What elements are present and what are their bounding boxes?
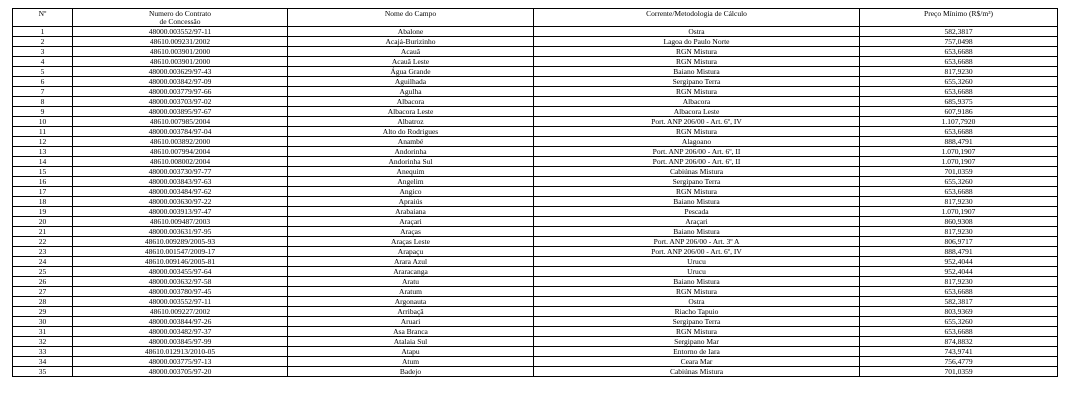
cell-field-name: Arabaiana [288, 207, 534, 217]
table-row [13, 117, 1058, 127]
cell-min-price: 655,3260 [860, 317, 1058, 327]
cell-methodology: Sergipano Terra [534, 177, 860, 187]
cell-contract: 48000.003845/97-99 [73, 337, 288, 347]
cell-methodology: Ceara Mar [534, 357, 860, 367]
cell-field-name: Aratu [288, 277, 534, 287]
cell-methodology: RGN Mistura [534, 57, 860, 67]
table-row [13, 347, 1058, 357]
cell-contract: 48000.003629/97-43 [73, 67, 288, 77]
cell-number: 16 [13, 177, 73, 187]
cell-contract: 48000.003631/97-95 [73, 227, 288, 237]
cell-methodology: RGN Mistura [534, 327, 860, 337]
table-row [13, 297, 1058, 307]
cell-field-name: Acauã Leste [288, 57, 534, 67]
cell-contract: 48610.009231/2002 [73, 37, 288, 47]
cell-methodology: Ostra [534, 297, 860, 307]
cell-number: 4 [13, 57, 73, 67]
cell-contract: 48610.009289/2005-93 [73, 237, 288, 247]
cell-number: 22 [13, 237, 73, 247]
table-row [13, 217, 1058, 227]
cell-number: 17 [13, 187, 73, 197]
cell-field-name: Albacora Leste [288, 107, 534, 117]
cell-number: 11 [13, 127, 73, 137]
cell-min-price: 653,6688 [860, 57, 1058, 67]
cell-min-price: 701,0359 [860, 367, 1058, 377]
table-row [13, 187, 1058, 197]
table-row [13, 247, 1058, 257]
cell-methodology: Cabiúnas Mistura [534, 167, 860, 177]
cell-min-price: 655,3260 [860, 177, 1058, 187]
cell-methodology: Riacho Tapuio [534, 307, 860, 317]
cell-min-price: 1.070,1907 [860, 147, 1058, 157]
cell-methodology: Urucu [534, 257, 860, 267]
cell-field-name: Argonauta [288, 297, 534, 307]
cell-number: 7 [13, 87, 73, 97]
cell-number: 10 [13, 117, 73, 127]
cell-contract: 48000.003552/97-11 [73, 27, 288, 37]
header-contract-text [149, 10, 211, 25]
header-contract-line1: Numero do Contrato [148, 9, 212, 18]
cell-min-price: 952,4044 [860, 267, 1058, 277]
cell-methodology: Lagoa do Paulo Norte [534, 37, 860, 47]
cell-contract: 48000.003730/97-77 [73, 167, 288, 177]
table-row [13, 77, 1058, 87]
cell-number: 26 [13, 277, 73, 287]
cell-field-name: Aguilhada [288, 77, 534, 87]
cell-field-name: Aratum [288, 287, 534, 297]
cell-methodology: Cabiúnas Mistura [534, 367, 860, 377]
cell-contract: 48000.003784/97-04 [73, 127, 288, 137]
cell-contract: 48610.008002/2004 [73, 157, 288, 167]
cell-methodology: RGN Mistura [534, 287, 860, 297]
cell-min-price: 756,4779 [860, 357, 1058, 367]
cell-contract: 48000.003844/97-26 [73, 317, 288, 327]
cell-field-name: Angico [288, 187, 534, 197]
cell-number: 2 [13, 37, 73, 47]
cell-min-price: 582,3817 [860, 27, 1058, 37]
cell-number: 25 [13, 267, 73, 277]
cell-min-price: 817,9230 [860, 227, 1058, 237]
cell-field-name: Acajá-Burizinho [288, 37, 534, 47]
cell-number: 1 [13, 27, 73, 37]
cell-field-name: Agulha [288, 87, 534, 97]
cell-number: 8 [13, 97, 73, 107]
cell-field-name: Anambé [288, 137, 534, 147]
cell-number: 31 [13, 327, 73, 337]
cell-min-price: 817,9230 [860, 197, 1058, 207]
cell-contract: 48000.003482/97-37 [73, 327, 288, 337]
table-row [13, 107, 1058, 117]
table-row [13, 147, 1058, 157]
cell-contract: 48000.003842/97-09 [73, 77, 288, 87]
cell-number: 23 [13, 247, 73, 257]
table-row [13, 267, 1058, 277]
cell-min-price: 701,0359 [860, 167, 1058, 177]
table-row [13, 257, 1058, 267]
cell-contract: 48000.003552/97-11 [73, 297, 288, 307]
cell-methodology: Sergipano Mar [534, 337, 860, 347]
cell-methodology: RGN Mistura [534, 87, 860, 97]
cell-number: 20 [13, 217, 73, 227]
cell-min-price: 653,6688 [860, 287, 1058, 297]
cell-contract: 48000.003632/97-58 [73, 277, 288, 287]
cell-contract: 48610.003901/2000 [73, 57, 288, 67]
cell-number: 6 [13, 77, 73, 87]
cell-min-price: 952,4044 [860, 257, 1058, 267]
table-row [13, 47, 1058, 57]
cell-number: 15 [13, 167, 73, 177]
cell-methodology: Port. ANP 206/00 - Art. 6º, II [534, 147, 860, 157]
cell-min-price: 653,6688 [860, 87, 1058, 97]
table-row [13, 367, 1058, 377]
cell-contract: 48610.012913/2010-05 [73, 347, 288, 357]
table-row [13, 87, 1058, 97]
cell-field-name: Atapu [288, 347, 534, 357]
cell-field-name: Anequim [288, 167, 534, 177]
cell-min-price: 1.070,1907 [860, 207, 1058, 217]
cell-field-name: Arribaçã [288, 307, 534, 317]
header-methodology: Corrente/Metodologia de Cálculo [534, 9, 860, 27]
table-row [13, 157, 1058, 167]
cell-min-price: 685,9375 [860, 97, 1058, 107]
cell-min-price: 743,9741 [860, 347, 1058, 357]
table-row [13, 177, 1058, 187]
cell-number: 9 [13, 107, 73, 117]
cell-methodology: Sergipano Terra [534, 317, 860, 327]
cell-contract: 48000.003779/97-66 [73, 87, 288, 97]
cell-methodology: Alagoano [534, 137, 860, 147]
cell-min-price: 806,9717 [860, 237, 1058, 247]
table-row [13, 197, 1058, 207]
cell-methodology: RGN Mistura [534, 47, 860, 57]
cell-field-name: Aruari [288, 317, 534, 327]
cell-contract: 48000.003705/97-20 [73, 367, 288, 377]
cell-min-price: 1.070,1907 [860, 157, 1058, 167]
cell-number: 12 [13, 137, 73, 147]
cell-min-price: 653,6688 [860, 327, 1058, 337]
cell-field-name: Acauã [288, 47, 534, 57]
table-header [13, 9, 1058, 27]
cell-min-price: 888,4791 [860, 137, 1058, 147]
cell-min-price: 607,9186 [860, 107, 1058, 117]
cell-contract: 48610.003901/2000 [73, 47, 288, 57]
cell-field-name: Araçari [288, 217, 534, 227]
cell-min-price: 888,4791 [860, 247, 1058, 257]
table-row [13, 27, 1058, 37]
cell-min-price: 817,9230 [860, 67, 1058, 77]
cell-methodology: Albacora Leste [534, 107, 860, 117]
cell-field-name: Badejo [288, 367, 534, 377]
cell-min-price: 1.107,7920 [860, 117, 1058, 127]
table-row [13, 357, 1058, 367]
cell-min-price: 817,9230 [860, 277, 1058, 287]
table-row [13, 37, 1058, 47]
cell-number: 35 [13, 367, 73, 377]
table-row [13, 307, 1058, 317]
cell-methodology: RGN Mistura [534, 187, 860, 197]
cell-field-name: Atum [288, 357, 534, 367]
cell-methodology: Araçari [534, 217, 860, 227]
cell-field-name: Atalaia Sul [288, 337, 534, 347]
cell-contract: 48000.003484/97-62 [73, 187, 288, 197]
cell-number: 29 [13, 307, 73, 317]
cell-methodology: Pescada [534, 207, 860, 217]
cell-field-name: Angelim [288, 177, 534, 187]
cell-field-name: Albatroz [288, 117, 534, 127]
cell-methodology: Entorno de Iara [534, 347, 860, 357]
cell-number: 5 [13, 67, 73, 77]
header-field-name: Nome do Campo [288, 9, 534, 27]
cell-contract: 48610.007985/2004 [73, 117, 288, 127]
table-row [13, 137, 1058, 147]
cell-number: 32 [13, 337, 73, 347]
cell-contract: 48000.003703/97-02 [73, 97, 288, 107]
table-row [13, 67, 1058, 77]
cell-min-price: 653,6688 [860, 47, 1058, 57]
cell-min-price: 655,3260 [860, 77, 1058, 87]
cell-methodology: Ostra [534, 27, 860, 37]
cell-methodology: Port. ANP 206/00 - Art. 6º, IV [534, 117, 860, 127]
cell-number: 21 [13, 227, 73, 237]
cell-contract: 48000.003455/97-64 [73, 267, 288, 277]
header-min-price: Preço Mínimo (R$/m³) [860, 9, 1058, 27]
cell-contract: 48610.009487/2003 [73, 217, 288, 227]
cell-methodology: Baiano Mistura [534, 277, 860, 287]
table-row [13, 167, 1058, 177]
cell-number: 30 [13, 317, 73, 327]
cell-field-name: Araças [288, 227, 534, 237]
header-contract-line2: de Concessão [159, 16, 201, 26]
cell-contract: 48000.003913/97-47 [73, 207, 288, 217]
cell-contract: 48610.003892/2000 [73, 137, 288, 147]
cell-contract: 48610.009227/2002 [73, 307, 288, 317]
cell-field-name: Apraiús [288, 197, 534, 207]
cell-methodology: Baiano Mistura [534, 197, 860, 207]
cell-contract: 48000.003843/97-63 [73, 177, 288, 187]
header-contract [73, 9, 288, 27]
cell-contract: 48000.003630/97-22 [73, 197, 288, 207]
cell-field-name: Alto do Rodrigues [288, 127, 534, 137]
cell-methodology: Albacora [534, 97, 860, 107]
cell-field-name: Albacora [288, 97, 534, 107]
cell-methodology: Baiano Mistura [534, 67, 860, 77]
table-row [13, 317, 1058, 327]
cell-contract: 48000.003895/97-67 [73, 107, 288, 117]
cell-field-name: Andorinha [288, 147, 534, 157]
cell-number: 34 [13, 357, 73, 367]
cell-number: 24 [13, 257, 73, 267]
cell-min-price: 582,3817 [860, 297, 1058, 307]
cell-min-price: 874,8832 [860, 337, 1058, 347]
cell-field-name: Araracanga [288, 267, 534, 277]
cell-methodology: Sergipano Terra [534, 77, 860, 87]
cell-methodology: RGN Mistura [534, 127, 860, 137]
cell-methodology: Port. ANP 206/00 - Art. 6º, II [534, 157, 860, 167]
table-body [13, 27, 1058, 377]
table-row [13, 287, 1058, 297]
table-row [13, 237, 1058, 247]
cell-field-name: Arapaçu [288, 247, 534, 257]
header-number: Nº [13, 9, 73, 27]
document-page [12, 8, 1057, 377]
cell-field-name: Andorinha Sul [288, 157, 534, 167]
table-row [13, 327, 1058, 337]
cell-number: 19 [13, 207, 73, 217]
table-row [13, 57, 1058, 67]
price-table [12, 8, 1058, 377]
cell-number: 18 [13, 197, 73, 207]
cell-methodology: Baiano Mistura [534, 227, 860, 237]
cell-contract: 48610.007994/2004 [73, 147, 288, 157]
table-row [13, 337, 1058, 347]
table-row [13, 277, 1058, 287]
cell-min-price: 653,6688 [860, 127, 1058, 137]
cell-methodology: Port. ANP 206/00 - Art. 6º, IV [534, 247, 860, 257]
cell-methodology: Urucu [534, 267, 860, 277]
cell-min-price: 803,9369 [860, 307, 1058, 317]
cell-field-name: Arara Azul [288, 257, 534, 267]
cell-field-name: Asa Branca [288, 327, 534, 337]
cell-number: 14 [13, 157, 73, 167]
cell-contract: 48000.003780/97-45 [73, 287, 288, 297]
cell-contract: 48610.009146/2005-81 [73, 257, 288, 267]
table-row [13, 227, 1058, 237]
cell-min-price: 860,9308 [860, 217, 1058, 227]
cell-contract: 48610.001547/2009-17 [73, 247, 288, 257]
cell-min-price: 757,0498 [860, 37, 1058, 47]
cell-min-price: 653,6688 [860, 187, 1058, 197]
cell-methodology: Port. ANP 206/00 - Art. 3º A [534, 237, 860, 247]
cell-number: 13 [13, 147, 73, 157]
cell-field-name: Araças Leste [288, 237, 534, 247]
table-row [13, 97, 1058, 107]
table-row [13, 127, 1058, 137]
cell-number: 28 [13, 297, 73, 307]
cell-number: 3 [13, 47, 73, 57]
cell-number: 33 [13, 347, 73, 357]
header-row [13, 9, 1058, 27]
cell-contract: 48000.003775/97-13 [73, 357, 288, 367]
table-row [13, 207, 1058, 217]
cell-field-name: Água Grande [288, 67, 534, 77]
cell-number: 27 [13, 287, 73, 297]
cell-field-name: Abalone [288, 27, 534, 37]
